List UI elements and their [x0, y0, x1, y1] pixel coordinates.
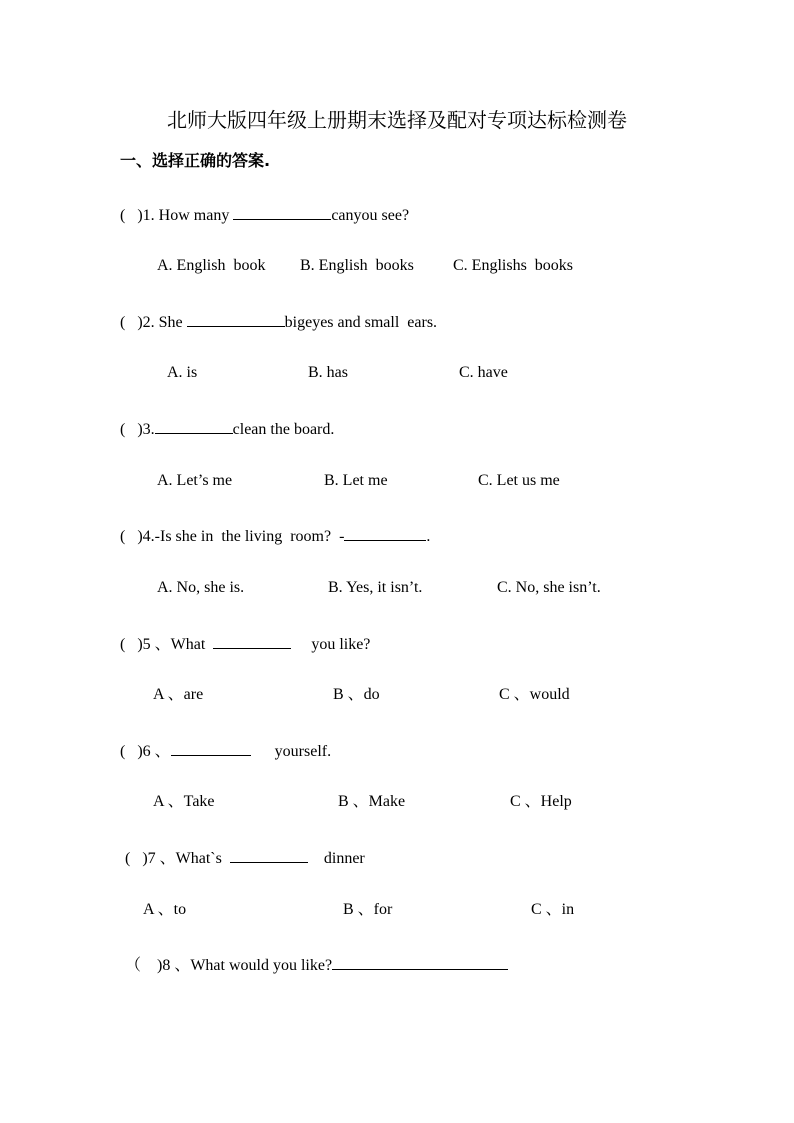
question-5	[120, 632, 370, 655]
option-c: C. have	[459, 364, 508, 381]
answer-blank[interactable]	[332, 953, 508, 970]
question-5-suffix: you like?	[291, 636, 371, 653]
question-4-suffix: .	[426, 528, 431, 545]
answer-blank[interactable]	[187, 310, 285, 327]
option-a: A. No, she is.	[157, 579, 245, 596]
question-3-suffix: clean the board.	[232, 421, 335, 438]
page-title: 北师大版四年级上册期末选择及配对专项达标检测卷	[167, 108, 627, 132]
question-8	[125, 953, 508, 976]
question-5-text: ( )5 、What	[120, 636, 214, 653]
question-1	[120, 203, 409, 226]
question-2-text: ( )2. She	[120, 314, 187, 331]
question-2	[120, 310, 437, 333]
question-3-text: ( )3.	[120, 421, 155, 438]
question-8-text: （ )8 、What would you like?	[125, 957, 333, 974]
question-4	[120, 524, 430, 547]
question-6	[120, 739, 331, 762]
question-7-text: ( )7 、What`s	[125, 850, 230, 867]
option-b: B. Let me	[324, 472, 388, 489]
option-a: A. English book	[157, 257, 266, 274]
question-6-suffix: yourself.	[250, 743, 332, 760]
answer-blank[interactable]	[171, 739, 251, 756]
option-c: C 、in	[531, 901, 575, 918]
answer-blank[interactable]	[230, 846, 308, 863]
question-1-suffix: canyou see?	[331, 207, 410, 224]
option-c: C. Let us me	[478, 472, 560, 489]
section-heading: 一、选择正确的答案.	[120, 151, 271, 170]
option-b: B 、Make	[338, 793, 406, 810]
option-b: B 、do	[333, 686, 380, 703]
option-b: B. has	[308, 364, 348, 381]
question-2-suffix: bigeyes and small ears.	[284, 314, 438, 331]
option-a: A. Let’s me	[157, 472, 233, 489]
question-7	[125, 846, 365, 869]
option-b: B 、for	[343, 901, 393, 918]
option-b: B. English books	[300, 257, 414, 274]
question-1-text: ( )1. How many	[120, 207, 234, 224]
answer-blank[interactable]	[213, 632, 291, 649]
option-b: B. Yes, it isn’t.	[328, 579, 423, 596]
option-a: A 、are	[153, 686, 204, 703]
question-7-suffix: dinner	[307, 850, 365, 867]
option-a: A. is	[167, 364, 198, 381]
answer-blank[interactable]	[344, 524, 426, 541]
answer-blank[interactable]	[155, 417, 233, 434]
option-c: C. Englishs books	[453, 257, 574, 274]
option-c: C 、Help	[510, 793, 572, 810]
question-3	[120, 417, 334, 440]
option-a: A 、Take	[153, 793, 215, 810]
option-a: A 、to	[143, 901, 187, 918]
option-c: C. No, she isn’t.	[497, 579, 601, 596]
question-4-text: ( )4.-Is she in the living room? -	[120, 528, 345, 545]
question-6-text: ( )6 、	[120, 743, 171, 760]
answer-blank[interactable]	[233, 203, 331, 220]
option-c: C 、would	[499, 686, 570, 703]
